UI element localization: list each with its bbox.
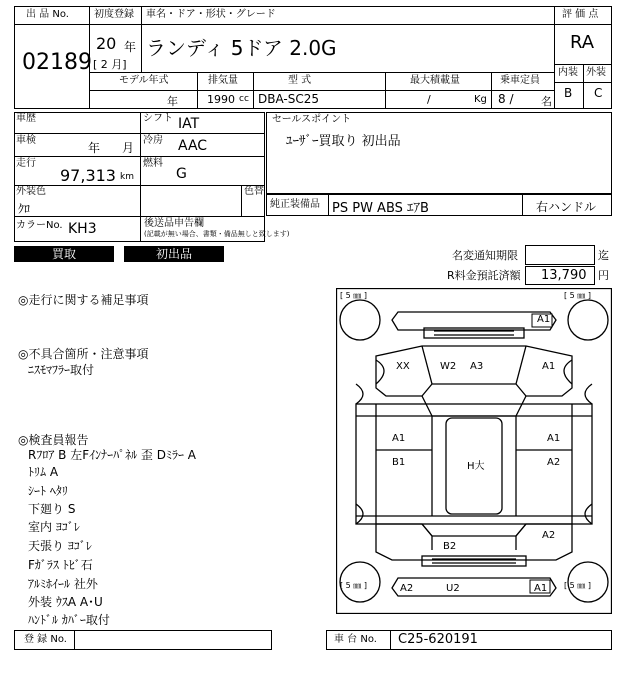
inspector-line: ﾊﾝﾄﾞﾙ ｶﾊﾞｰ取付 (28, 613, 110, 627)
color-no-label: カラーNo. (16, 220, 63, 231)
fuel-label: 燃料 (143, 158, 163, 169)
tire-rear-right-depth: [ 5 ㎜ ] (564, 581, 591, 590)
model-year-label: モデル年式 (119, 75, 169, 86)
first-reg-label: 初度登録 (94, 9, 134, 20)
capacity-unit: 名 (541, 95, 552, 108)
mark-left-rear-door: B1 (392, 457, 406, 468)
tire-front-left-depth: [ 5 ㎜ ] (340, 291, 367, 300)
first-reg-month: [ 2 月] (93, 58, 127, 71)
mark-rear-bumper-center: U2 (446, 583, 460, 594)
recycle-unit: 円 (598, 269, 609, 282)
tire-rear-left-depth: [ 5 ㎜ ] (340, 581, 367, 590)
lot-number-label: 出 品 No. (26, 9, 69, 20)
interior-label: 内装 (558, 67, 578, 78)
inspector-line: ｼｰﾄ ﾍﾀﾘ (28, 484, 68, 498)
equipment-value: PS PW ABS ｴｱB (332, 201, 429, 216)
mark-xx: XX (396, 361, 410, 372)
mark-w2: W2 (440, 361, 457, 372)
sales-point-value: ﾕｰｻﾞｰ買取り 初出品 (286, 134, 401, 149)
defects-title: ◎不具合箇所・注意事項 (18, 347, 149, 361)
inspector-line: Rﾌﾛｱ B 左Fｲﾝﾅｰﾊﾟﾈﾙ 歪 Dﾐﾗｰ A (28, 448, 196, 462)
mark-a3: A3 (470, 361, 484, 372)
capacity: 8 / (498, 92, 514, 106)
name-change-box (525, 245, 595, 265)
color-change-label: 色替 (244, 186, 264, 197)
type-label: 型 式 (288, 75, 312, 86)
defect-line: ﾆｽﾓﾏﾌﾗｰ取付 (28, 363, 95, 377)
exterior-color-value: ｸﾛ (18, 202, 31, 216)
inspection-label: 車検 (16, 135, 36, 146)
ac-label: 冷房 (143, 135, 163, 146)
inspector-line: Fｶﾞﾗｽ ﾄﾋﾞ石 (28, 558, 93, 572)
sales-point-label: セールスポイント (272, 114, 352, 125)
mark-rear-bumper-right: A1 (534, 583, 548, 594)
shift-label: シフト (143, 113, 173, 124)
inspector-title: ◎検査員報告 (18, 433, 89, 447)
inspector-line: 下廻り S (28, 502, 76, 516)
fuel-value: G (176, 166, 187, 182)
mark-right-quarter: A2 (542, 530, 556, 541)
displacement-label: 排気量 (208, 75, 238, 86)
history-label: 車歴 (16, 113, 36, 124)
shift-value: IAT (178, 116, 200, 132)
mark-right-rear-door: A2 (547, 457, 561, 468)
mileage-unit: km (120, 172, 134, 182)
inspector-line: ｱﾙﾐﾎｲｰﾙ 社外 (28, 577, 98, 591)
inspector-line: 室内 ﾖｺﾞﾚ (28, 520, 80, 534)
mileage-label: 走行 (16, 158, 36, 169)
chassis-number: C25-620191 (398, 632, 478, 647)
interior-grade: B (564, 86, 573, 100)
equipment-label: 純正装備品 (270, 199, 320, 210)
driving-notes-title: ◎走行に関する補足事項 (18, 293, 149, 307)
mark-right-front-door: A1 (547, 433, 561, 444)
car-damage-diagram (336, 288, 612, 614)
capacity-label: 乗車定員 (500, 75, 540, 86)
exterior-label: 外装 (586, 67, 606, 78)
mark-front-right-fender: A1 (542, 361, 556, 372)
model-type: DBA-SC25 (258, 92, 320, 106)
name-change-unit: 迄 (598, 249, 609, 262)
max-load-separator: / (427, 93, 431, 106)
tag-first-listing: 初出品 (124, 246, 224, 262)
rating-score: RA (570, 32, 595, 53)
lot-number: 02189 (22, 50, 92, 75)
tire-front-right-depth: [ 5 ㎜ ] (564, 291, 591, 300)
docs-label: 後送品申告欄 (144, 218, 204, 229)
car-name-label: 車名・ドア・形状・グレード (146, 9, 276, 20)
inspection-year-unit: 年 (88, 141, 101, 155)
mark-roof: H大 (467, 461, 485, 472)
recycle-value: 13,790 (541, 268, 587, 283)
docs-note: (記載が無い場合、書類・備品無しと致します) (144, 230, 290, 238)
reg-no-label: 登 録 No. (24, 634, 67, 645)
mark-back-door: B2 (443, 541, 457, 552)
rating-label: 評 価 点 (562, 9, 599, 20)
inspector-line: 外装 ｳｽA A･U (28, 595, 103, 609)
car-name: ランディ 5ドア 2.0G (146, 36, 337, 60)
max-load-label: 最大積載量 (410, 75, 460, 86)
max-load-unit: Kg (474, 94, 487, 105)
exterior-grade: C (594, 86, 603, 100)
first-reg-year: 20 (96, 34, 117, 53)
name-change-label: 名変通知期限 (452, 249, 518, 262)
color-no-value: KH3 (68, 221, 97, 237)
recycle-label: R料金預託済額 (447, 269, 521, 282)
mark-rear-bumper-left: A2 (400, 583, 414, 594)
displacement-unit: cc (239, 94, 249, 104)
displacement: 1990 (207, 93, 235, 106)
mark-left-front-door: A1 (392, 433, 406, 444)
mileage-value: 97,313 (60, 166, 116, 185)
steering-value: 右ハンドル (536, 200, 597, 214)
inspection-month-unit: 月 (122, 141, 135, 155)
exterior-color-label: 外装色 (16, 186, 46, 197)
chassis-label: 車 台 No. (334, 634, 377, 645)
mark-front-bumper: A1 (537, 314, 551, 325)
ac-value: AAC (178, 138, 208, 154)
tag-buyback: 買取 (14, 246, 114, 262)
inspector-line: ﾄﾘﾑ A (28, 465, 59, 479)
inspector-line: 天張り ﾖｺﾞﾚ (28, 539, 92, 553)
first-reg-year-unit: 年 (124, 40, 137, 54)
model-year-unit: 年 (167, 95, 178, 108)
